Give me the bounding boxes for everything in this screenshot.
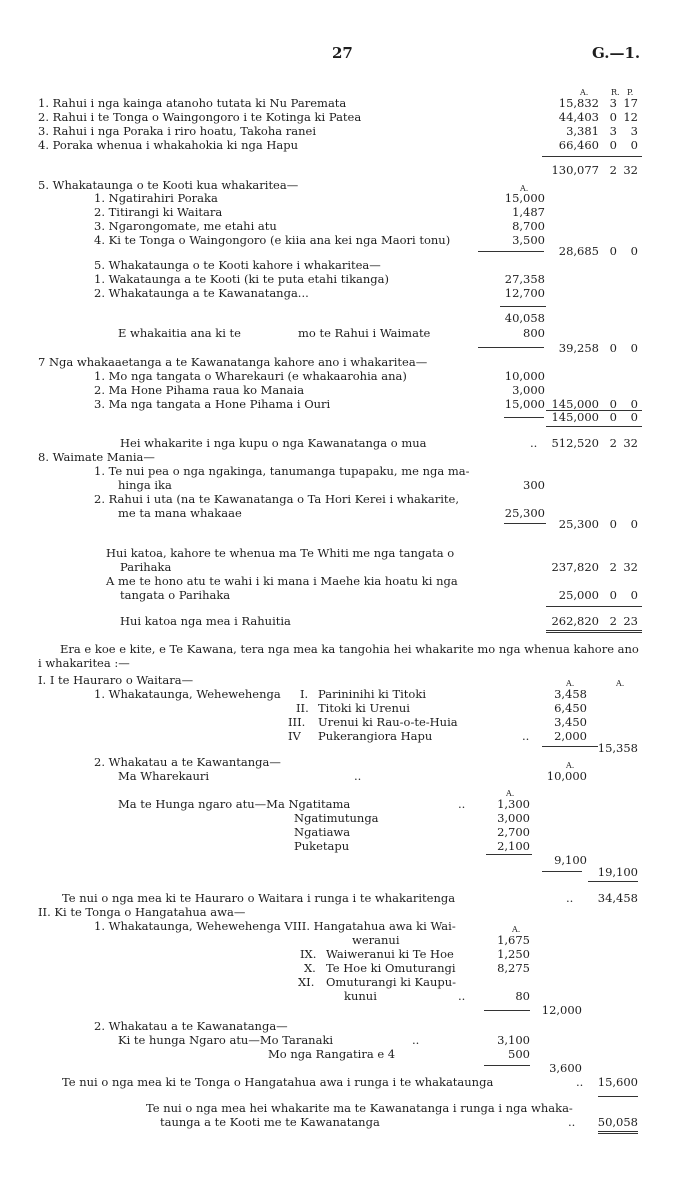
item-roods: 0 [609, 397, 617, 411]
reserve-row-perches: 12 [623, 110, 638, 124]
list-item-num: IX. [300, 947, 317, 961]
subtotal-perches: 0 [630, 517, 638, 531]
subtotal-acres: 15,358 [597, 741, 638, 755]
col-head-acres: A. [566, 761, 575, 770]
subtotal-roods: 0 [609, 244, 617, 258]
section-heading: I. I te Hauraro o Waitara— [38, 673, 194, 687]
list-item-value: 10,000 [546, 769, 587, 783]
double-rule [546, 630, 642, 633]
list-item-label: Te Hoe ki Omuturangi [326, 961, 456, 975]
subtotal-rule [542, 746, 598, 747]
list-item-label: weranui [352, 933, 400, 947]
subtotal-rule [478, 347, 544, 348]
grand-total-perches: 32 [623, 436, 638, 450]
list-item-label: 2. Whakatau a te Kawantanga— [94, 755, 281, 769]
subtotal-acres: 9,100 [554, 853, 587, 867]
subtotal-acres: 28,685 [558, 244, 599, 258]
reserve-row-label: 4. Poraka whenua i whakahokia ki nga Hapu [38, 138, 299, 152]
deduction-label: E whakaitia ana ki te [118, 326, 241, 340]
list-item-value: 3,500 [512, 233, 545, 247]
grand-total-acres: 512,520 [551, 436, 599, 450]
reserve-row-roods: 3 [609, 96, 617, 110]
list-item-label: Ma Wharekauri [118, 769, 210, 783]
reserve-row-perches: 3 [630, 124, 638, 138]
list-item-label: Parininihi ki Titoki [318, 687, 427, 701]
list-item-value: 10,000 [504, 369, 545, 383]
subtotal-acres: 39,258 [558, 341, 599, 355]
list-item-label: 1. Mo nga tangata o Wharekauri (e whakaarohia ana) [94, 369, 407, 383]
list-item-value: 2,100 [497, 839, 530, 853]
subtotal-acres: 12,000 [541, 1003, 582, 1017]
section-heading: II. Ki te Tonga o Hangatahua awa— [38, 905, 246, 919]
grand-total-roods: 2 [609, 436, 617, 450]
sum-label: Hui katoa, kahore te whenua ma Te Whiti me nga tangata o [106, 546, 455, 560]
section-total-label: Te nui o nga mea ki te Tonga o Hangatahua awa i runga i te whakataunga [62, 1075, 494, 1089]
leader-dots: .. [576, 1075, 584, 1089]
section-heading: 5. Whakataunga o te Kooti kua whakaritea— [38, 178, 299, 192]
leader-dots: .. [522, 729, 530, 743]
sum-acres: 237,820 [551, 560, 599, 574]
leader-dots: .. [530, 436, 538, 450]
list-item-value: 3,000 [512, 383, 545, 397]
subtotal-perches: 0 [630, 341, 638, 355]
list-item-label: Titoki ki Urenui [318, 701, 410, 715]
leader-dots: .. [354, 769, 362, 783]
list-item-value: 1,300 [497, 797, 530, 811]
subtotal-rule [484, 1065, 530, 1066]
col-head-acres: A. [580, 88, 589, 97]
intro-paragraph: Era e koe e kite, e Te Kawana, tera nga mea ka tangohia hei whakarite mo nga whenua kahore ano [60, 642, 639, 656]
sum-value: 40,058 [504, 311, 545, 325]
list-item-label: 1. Whakataunga, Wehewehenga [94, 687, 281, 701]
section-total-roods: 2 [609, 163, 617, 177]
list-item-label: Urenui ki Rau-o-te-Huia [318, 715, 458, 729]
list-item-value: 3,100 [497, 1033, 530, 1047]
list-item-value: 80 [515, 989, 530, 1003]
addition-acres: 25,000 [558, 588, 599, 602]
col-head-acres: A. [520, 184, 529, 193]
reserve-row-acres: 66,460 [558, 138, 599, 152]
col-head-acres: A. [616, 679, 625, 688]
subtotal-acres: 25,300 [558, 517, 599, 531]
subtotal-rule [478, 251, 544, 252]
list-item-label: Pukerangiora Hapu [318, 729, 433, 743]
subtotal-rule [542, 871, 582, 872]
list-item-label: 3. Ma nga tangata a Hone Pihama i Ouri [94, 397, 331, 411]
list-item-label: me ta mana whakaae [118, 506, 242, 520]
list-item-value: 6,450 [554, 701, 587, 715]
section-total-acres: 130,077 [551, 163, 599, 177]
list-item-label: 2. Whakataunga a te Kawanatanga... [94, 286, 309, 300]
list-item-value: 3,000 [497, 811, 530, 825]
leader-dots: .. [458, 989, 466, 1003]
list-item-value: 12,700 [504, 286, 545, 300]
final-total-acres: 50,058 [597, 1115, 638, 1129]
list-item-label: 1. Te nui pea o nga ngakinga, tanumanga tupapaku, me nga ma- [94, 464, 470, 478]
leader-dots: .. [568, 1115, 576, 1129]
subtotal-roods: 0 [609, 517, 617, 531]
subtotal-acres: 3,600 [549, 1061, 582, 1075]
col-head-roods: R. [611, 88, 620, 97]
list-item-value: 1,250 [497, 947, 530, 961]
total-perches: 23 [623, 614, 638, 628]
list-item-num: IV [288, 729, 301, 743]
document-code: G.—1. [592, 44, 641, 62]
list-item-value: 27,358 [504, 272, 545, 286]
deduction-label: mo te Rahui i Waimate [298, 326, 431, 340]
list-item-label: 2. Ma Hone Pihama raua ko Manaia [94, 383, 305, 397]
reserve-row-roods: 0 [609, 110, 617, 124]
list-item-value: 3,458 [554, 687, 587, 701]
list-item-value: 1,487 [512, 205, 545, 219]
list-item-num: X. [304, 961, 316, 975]
list-item-label: 2. Whakatau a te Kawanatanga— [94, 1019, 288, 1033]
list-item-value: 15,000 [504, 397, 545, 411]
section-total-acres: 15,600 [597, 1075, 638, 1089]
reserve-row-label: 2. Rahui i te Tonga o Waingongoro i te Kotinga ki Patea [38, 110, 362, 124]
list-item-label: Ngatiawa [294, 825, 351, 839]
subtotal-perches: 0 [630, 244, 638, 258]
list-item-num: II. [296, 701, 309, 715]
list-item-label: Mo nga Rangatira e 4 [268, 1047, 396, 1061]
total-rule [546, 606, 642, 607]
subtotal-rule [504, 523, 546, 524]
addition-roods: 0 [609, 588, 617, 602]
section-subheading: 5. Whakataunga o te Kooti kahore i whakaritea— [94, 258, 381, 272]
section-heading: 8. Waimate Mania— [38, 450, 155, 464]
final-total-label: Te nui o nga mea hei whakarite ma te Kawanatanga i runga i nga whaka- [146, 1101, 573, 1115]
reserve-row-perches: 17 [623, 96, 638, 110]
sum-rule [500, 306, 546, 307]
reserve-row-acres: 15,832 [558, 96, 599, 110]
repeat-perches: 0 [630, 410, 638, 424]
leader-dots: .. [458, 797, 466, 811]
addition-label: tangata o Parihaka [120, 588, 231, 602]
list-item-value: 2,700 [497, 825, 530, 839]
list-item-label: Waiweranui ki Te Hoe [326, 947, 454, 961]
list-item-label: 3. Ngarongomate, me etahi atu [94, 219, 277, 233]
list-item-num: XI. [298, 975, 315, 989]
subtotal-roods: 0 [609, 341, 617, 355]
repeat-acres: 145,000 [551, 410, 599, 424]
addition-perches: 0 [630, 588, 638, 602]
list-item-label: 1. Whakataunga, Wehewehenga VIII. Hangatahua awa ki Wai- [94, 919, 456, 933]
list-item-label: Puketapu [294, 839, 350, 853]
list-item-label: hinga ika [118, 478, 172, 492]
total-roods: 2 [609, 614, 617, 628]
section-total-label: Te nui o nga mea ki te Hauraro o Waitara i runga i te whakaritenga [62, 891, 456, 905]
list-item-value: 1,675 [497, 933, 530, 947]
subtotal-acres: 19,100 [597, 865, 638, 879]
list-item-value: 300 [523, 478, 545, 492]
col-head-acres: A. [512, 925, 521, 934]
leader-dots: .. [412, 1033, 420, 1047]
list-item-value: 8,275 [497, 961, 530, 975]
list-item-label: 1. Ngatirahiri Poraka [94, 191, 218, 205]
final-total-label: taunga a te Kooti me te Kawanatanga [160, 1115, 380, 1129]
list-item-label: 2. Rahui i uta (na te Kawanatanga o Ta Hori Kerei i whakarite, [94, 492, 459, 506]
list-item-num: III. [288, 715, 306, 729]
section-heading: 7 Nga whakaaetanga a te Kawanatanga kahore ano i whakaritea— [38, 355, 428, 369]
total-label: Hui katoa nga mea i Rahuitia [120, 614, 291, 628]
list-item-label: Ngatimutunga [294, 811, 379, 825]
list-item-num: I. [300, 687, 309, 701]
reserve-row-label: 3. Rahui i nga Poraka i riro hoatu, Takoha ranei [38, 124, 316, 138]
list-item-value: 25,300 [504, 506, 545, 520]
section-total-acres: 34,458 [597, 891, 638, 905]
total-rule [546, 426, 642, 427]
grand-total-label: Hei whakarite i nga kupu o nga Kawanatanga o mua [120, 436, 427, 450]
leader-dots: .. [566, 891, 574, 905]
sum-perches: 32 [623, 560, 638, 574]
reserve-row-label: 1. Rahui i nga kainga atanoho tutata ki Nu Paremata [38, 96, 347, 110]
deduction-value: 800 [523, 326, 545, 340]
list-item-label: Ma te Hunga ngaro atu—Ma Ngatitama [118, 797, 351, 811]
sum-roods: 2 [609, 560, 617, 574]
col-head-perches: P. [627, 88, 634, 97]
list-item-value: 500 [508, 1047, 530, 1061]
list-item-label: 1. Wakataunga a te Kooti (ki te puta etahi tikanga) [94, 272, 390, 286]
double-rule [598, 1131, 638, 1134]
intro-paragraph: i whakaritea :— [38, 656, 130, 670]
list-item-label: Ki te hunga Ngaro atu—Mo Taranaki [118, 1033, 334, 1047]
total-rule [588, 881, 638, 882]
item-acres: 145,000 [551, 397, 599, 411]
addition-label: A me te hono atu te wahi i ki mana i Maehe kia hoatu ki nga [106, 574, 458, 588]
list-item-value: 15,000 [504, 191, 545, 205]
list-item-value: 3,450 [554, 715, 587, 729]
subtotal-rule [486, 854, 532, 855]
list-item-value: 8,700 [512, 219, 545, 233]
item-perches: 0 [630, 397, 638, 411]
list-item-label: kunui [344, 989, 377, 1003]
reserve-row-perches: 0 [630, 138, 638, 152]
subtotal-rule [484, 1010, 530, 1011]
page-number: 27 [332, 44, 353, 62]
reserve-row-roods: 0 [609, 138, 617, 152]
reserve-row-acres: 44,403 [558, 110, 599, 124]
col-head-acres: A. [566, 679, 575, 688]
col-head-acres: A. [506, 789, 515, 798]
list-item-label: Omuturangi ki Kaupu- [326, 975, 457, 989]
reserve-row-acres: 3,381 [566, 124, 599, 138]
reserve-row-roods: 3 [609, 124, 617, 138]
section-total-perches: 32 [623, 163, 638, 177]
list-item-label: 2. Titirangi ki Waitara [94, 205, 223, 219]
list-item-value: 2,000 [554, 729, 587, 743]
subtotal-rule [504, 417, 544, 418]
list-item-label: 4. Ki te Tonga o Waingongoro (e kiia ana kei nga Maori tonu) [94, 233, 451, 247]
sum-label: Parihaka [120, 560, 172, 574]
repeat-roods: 0 [609, 410, 617, 424]
total-rule [598, 1096, 638, 1097]
total-rule [542, 156, 642, 157]
total-acres: 262,820 [551, 614, 599, 628]
